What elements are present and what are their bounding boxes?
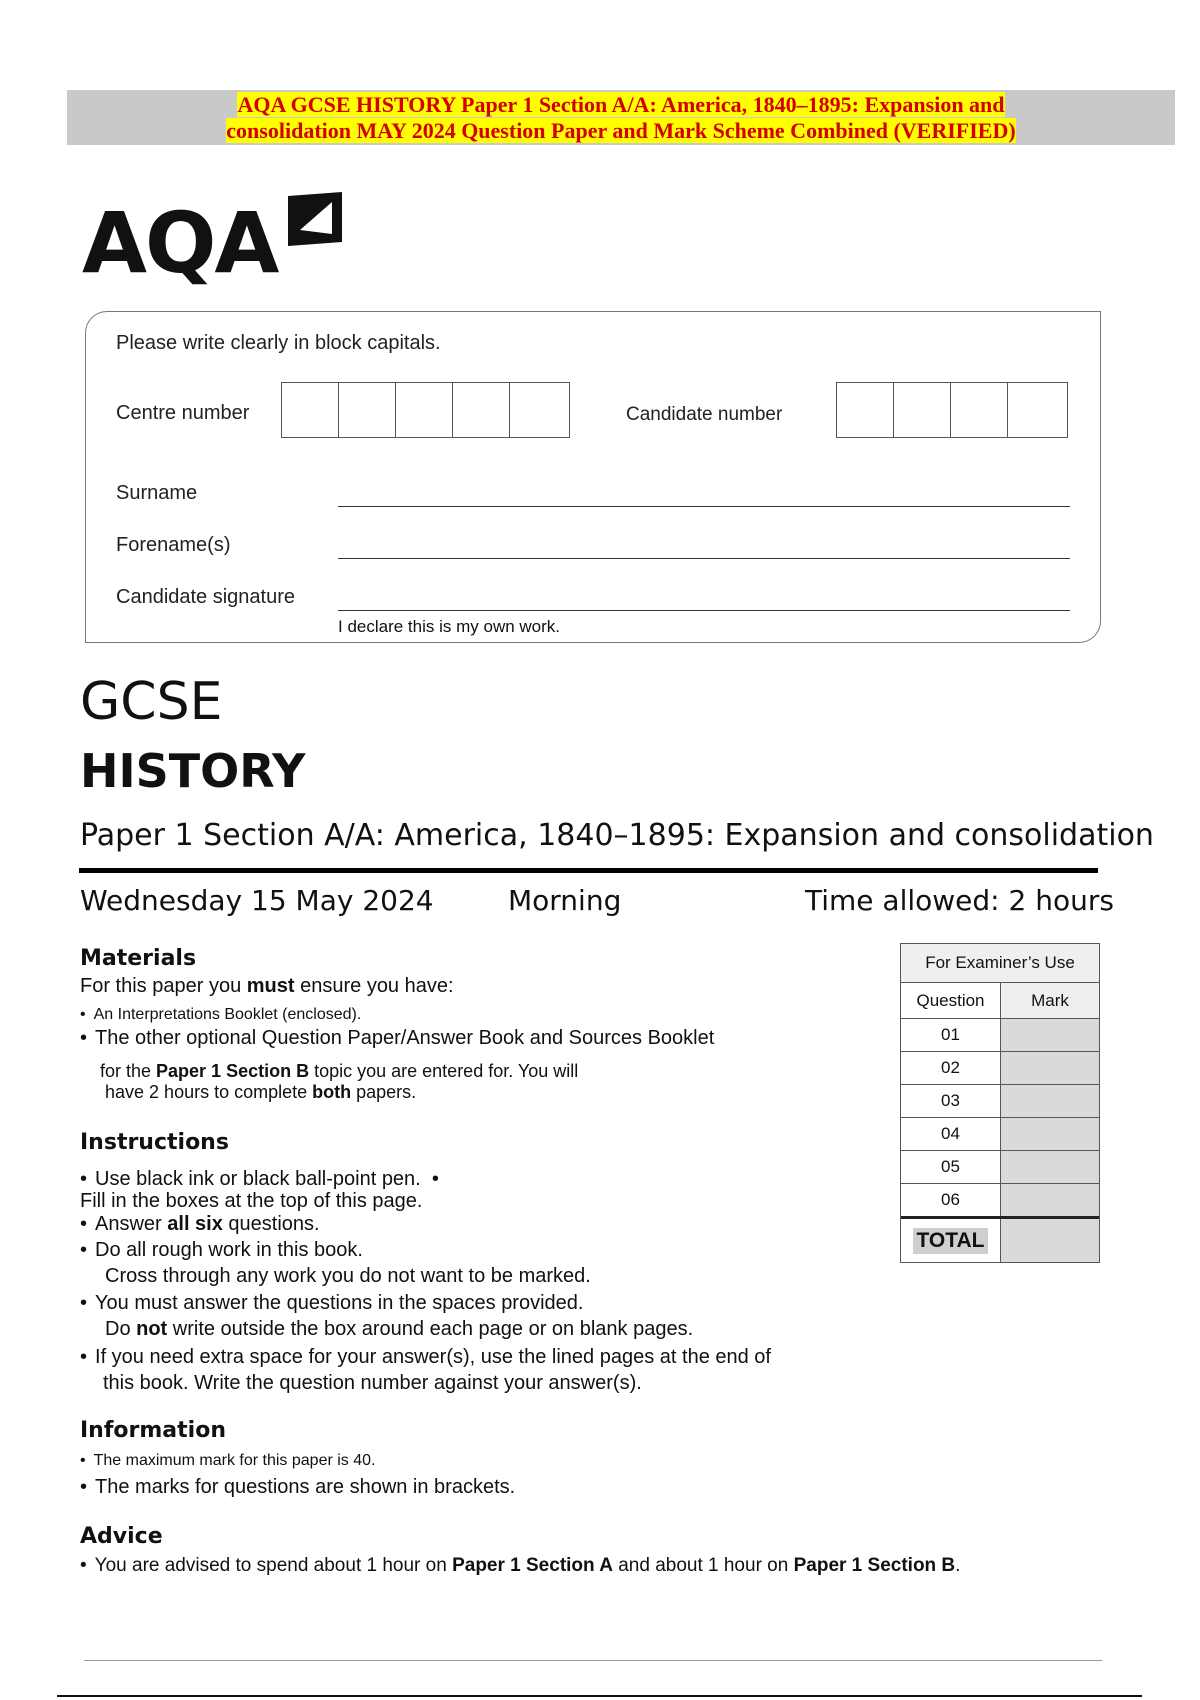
- candidate-number-input[interactable]: [836, 382, 1068, 438]
- instruction-6b: this book. Write the question number against your answer(s).: [103, 1372, 642, 1394]
- information-heading: Information: [80, 1418, 226, 1443]
- candidate-number-cell[interactable]: [1008, 383, 1065, 437]
- materials-intro-text: For this paper you: [80, 975, 247, 997]
- instruction-3: [80, 1211, 320, 1237]
- instruction-5b-text-end: write outside the box around each page or on blank pages.: [167, 1318, 694, 1340]
- candidate-number-cell[interactable]: [837, 383, 894, 437]
- table-row: [901, 1117, 1099, 1150]
- materials-item-2-text: The other optional Question Paper/Answer Book and Sources Booklet: [95, 1027, 715, 1049]
- table-row: [901, 1084, 1099, 1117]
- table-row: [901, 1150, 1099, 1183]
- candidate-number-cell[interactable]: [951, 383, 1008, 437]
- instruction-2: Fill in the boxes at the top of this page.: [80, 1190, 423, 1212]
- question-number: 02: [901, 1052, 1001, 1084]
- centre-number-cell[interactable]: [282, 383, 339, 437]
- instruction-5: [80, 1290, 583, 1316]
- instruction-5b-bold: not: [136, 1318, 168, 1340]
- examiner-table-header: [901, 982, 1099, 1018]
- advice-bold: Paper 1 Section B: [793, 1555, 956, 1576]
- signature-field[interactable]: [338, 610, 1070, 611]
- paper-title: Paper 1 Section A/A: America, 1840–1895: Expansion and consolidation: [80, 818, 1154, 853]
- table-row: [901, 1051, 1099, 1084]
- forename-label: Forename(s): [116, 534, 231, 556]
- question-number: 05: [901, 1151, 1001, 1183]
- materials-item-1: [80, 1004, 361, 1026]
- instruction-3-text: Answer: [95, 1213, 168, 1235]
- question-number: 03: [901, 1085, 1001, 1117]
- block-capitals-instruction: Please write clearly in block capitals.: [116, 332, 441, 354]
- centre-number-cell[interactable]: [453, 383, 510, 437]
- information-2-text: The marks for questions are shown in brackets.: [95, 1476, 516, 1498]
- title-banner: [67, 90, 1175, 145]
- instruction-1: • Use black ink or black ball-point pen. •: [80, 1166, 439, 1192]
- mark-cell: [1001, 1052, 1099, 1084]
- table-row: [901, 1018, 1099, 1051]
- detail-bold: both: [312, 1082, 352, 1102]
- candidate-number-label: Candidate number: [626, 404, 783, 425]
- forename-field[interactable]: [338, 558, 1070, 559]
- centre-number-cell[interactable]: [339, 383, 396, 437]
- advice-text-part: and about 1 hour on: [612, 1555, 794, 1576]
- materials-intro: [80, 973, 454, 999]
- examiner-use-table: [900, 943, 1100, 1263]
- instruction-5b: [105, 1316, 693, 1342]
- instruction-5-text: You must answer the questions in the spaces provided.: [95, 1292, 584, 1314]
- detail-bold: Paper 1 Section B: [156, 1061, 310, 1081]
- mark-cell: [1001, 1085, 1099, 1117]
- aqa-logo-mark-icon: [284, 190, 346, 248]
- detail-text: papers.: [351, 1082, 417, 1102]
- aqa-logo-text: AQA: [82, 194, 278, 292]
- detail-text: topic you are entered for. You will: [309, 1061, 579, 1081]
- time-allowed: Time allowed: 2 hours: [805, 884, 1114, 917]
- qualification-title: GCSE: [80, 672, 223, 732]
- declaration-text: I declare this is my own work.: [338, 617, 561, 636]
- advice-heading: Advice: [80, 1524, 163, 1549]
- materials-intro-text-end: ensure you have:: [294, 975, 454, 997]
- mark-cell: [1001, 1184, 1099, 1216]
- question-number: 04: [901, 1118, 1001, 1150]
- advice-text: [80, 1553, 960, 1579]
- page-bottom-edge: [57, 1695, 1142, 1697]
- instruction-5b-text: Do: [105, 1318, 137, 1340]
- materials-intro-bold: must: [246, 975, 295, 997]
- examiner-table-title: For Examiner’s Use: [901, 944, 1099, 982]
- total-row: [901, 1216, 1099, 1262]
- detail-text: have 2 hours to complete: [105, 1082, 313, 1102]
- instruction-4b: Cross through any work you do not want to be marked.: [105, 1265, 591, 1287]
- centre-number-cell[interactable]: [510, 383, 567, 437]
- question-number: 01: [901, 1019, 1001, 1051]
- information-2: [80, 1474, 515, 1500]
- materials-item-1-text: An Interpretations Booklet (enclosed).: [93, 1006, 362, 1023]
- detail-text: for the: [100, 1061, 157, 1081]
- banner-line-1: AQA GCSE HISTORY Paper 1 Section A/A: America, 1840–1895: Expansion and: [237, 92, 1005, 117]
- candidate-number-cell[interactable]: [894, 383, 951, 437]
- question-column-header: Question: [901, 983, 1001, 1018]
- centre-number-input[interactable]: [281, 382, 570, 438]
- exam-session: Morning: [508, 884, 622, 917]
- advice-bold: Paper 1 Section A: [452, 1555, 613, 1576]
- instruction-4-text: Do all rough work in this book.: [95, 1239, 363, 1261]
- signature-label: Candidate signature: [116, 586, 296, 608]
- mark-cell: [1001, 1019, 1099, 1051]
- instruction-1-text: Use black ink or black ball-point pen.: [95, 1168, 421, 1190]
- instruction-6: [80, 1344, 771, 1370]
- instruction-4: [80, 1237, 363, 1263]
- surname-label: Surname: [116, 482, 198, 504]
- table-row: [901, 1183, 1099, 1216]
- mark-cell: [1001, 1151, 1099, 1183]
- title-divider: [79, 868, 1098, 873]
- materials-heading: Materials: [80, 946, 197, 971]
- question-number: 06: [901, 1184, 1001, 1216]
- advice-text-part: You are advised to spend about 1 hour on: [94, 1555, 453, 1576]
- instruction-3-text-end: questions.: [222, 1213, 320, 1235]
- mark-column-header: Mark: [1001, 983, 1099, 1018]
- total-mark-cell: [1001, 1219, 1099, 1262]
- materials-item-2: [80, 1025, 714, 1051]
- banner-line-2: consolidation MAY 2024 Question Paper and Mark Scheme Combined (VERIFIED): [226, 118, 1016, 143]
- information-1-text: The maximum mark for this paper is 40.: [93, 1452, 376, 1469]
- total-label: [901, 1219, 1001, 1262]
- advice-text-part: .: [955, 1555, 961, 1576]
- surname-field[interactable]: [338, 506, 1070, 507]
- centre-number-label: Centre number: [116, 402, 250, 424]
- instruction-6-text: If you need extra space for your answer(s), use the lined pages at the end of: [95, 1346, 771, 1368]
- centre-number-cell[interactable]: [396, 383, 453, 437]
- materials-item-2-detail: [100, 1061, 578, 1103]
- information-1: [80, 1450, 375, 1472]
- mark-cell: [1001, 1118, 1099, 1150]
- instructions-heading: Instructions: [80, 1130, 229, 1155]
- total-label-text: TOTAL: [913, 1228, 987, 1254]
- candidate-details-box: [85, 311, 1101, 643]
- instruction-3-bold: all six: [167, 1213, 223, 1235]
- exam-date: Wednesday 15 May 2024: [80, 884, 434, 917]
- subject-title: HISTORY: [80, 744, 306, 798]
- footer-divider: [84, 1660, 1102, 1661]
- aqa-logo: [82, 190, 352, 292]
